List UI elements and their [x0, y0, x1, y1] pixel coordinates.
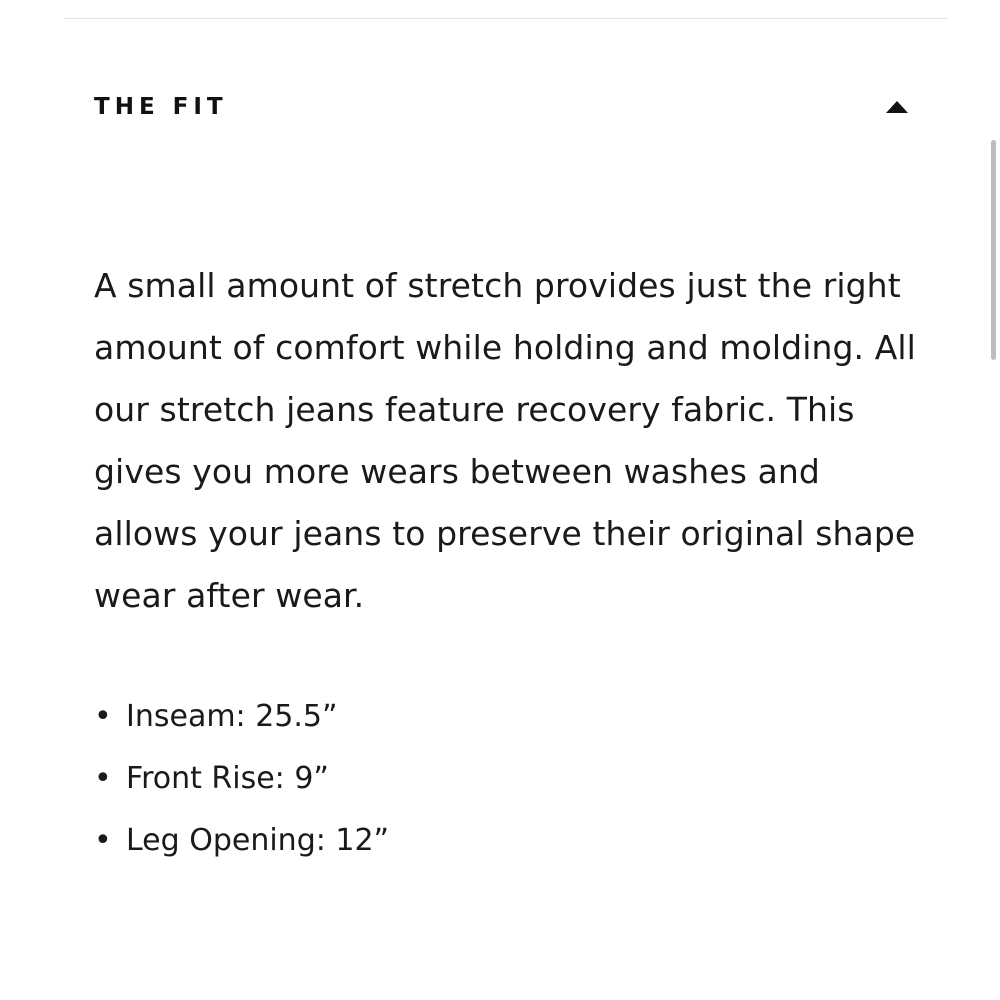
list-item [94, 748, 794, 810]
bullet-icon: • [94, 823, 112, 858]
list-item-label: Inseam: 25.5” [126, 699, 338, 734]
list-item [94, 810, 794, 872]
page-scrollbar[interactable] [986, 0, 1000, 1000]
list-item-label: Front Rise: 9” [126, 761, 329, 796]
fit-description: A small amount of stretch provides just the right amount of comfort while holding and molding. All our stretch jeans feature recovery fabric. This gives you more wears between washes and allows your jeans to preserve their original shape wear after wear. [94, 266, 916, 616]
list-item [94, 686, 794, 748]
page-title: THE FIT [94, 93, 228, 120]
fit-spec-list [94, 686, 794, 872]
bullet-icon: • [94, 761, 112, 796]
chevron-up-icon[interactable] [886, 101, 908, 113]
list-item-label: Leg Opening: 12” [126, 823, 390, 858]
accordion-header-the-fit[interactable] [94, 78, 910, 136]
scrollbar-thumb[interactable] [991, 140, 996, 360]
bullet-icon: • [94, 699, 112, 734]
section-divider [64, 18, 948, 19]
